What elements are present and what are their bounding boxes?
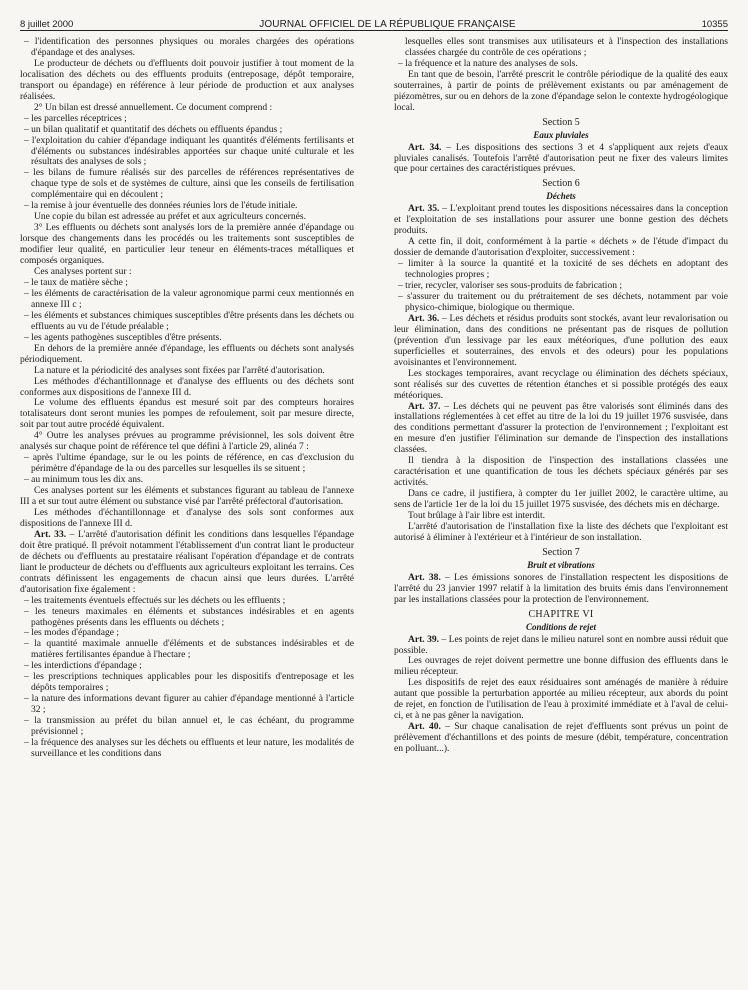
list-item: – les traitements éventuels effectués sur les déchets ou les effluents ; [24, 594, 286, 606]
list-item: – la transmission au préfet du bilan annuel et, le cas échéant, du programme prévisionnel ; [24, 715, 354, 738]
left-column [20, 37, 354, 987]
section-heading: Section 6 [542, 178, 580, 190]
paragraph: En dehors de la première année d'épandage, les effluents ou déchets sont analysés périodiquement. [20, 342, 354, 365]
article-label: Art. 38. [408, 571, 441, 583]
list-item: – les éléments de caractérisation de la valeur agronomique parmi ceux mentionnés en annexe III c ; [24, 287, 354, 310]
paragraph: La nature et la périodicité des analyses sont fixées par l'arrêté d'autorisation. [34, 364, 325, 376]
article-text: – L'arrêté d'autorisation définit les conditions dans lesquelles l'épandage doit être pratiqué. Il prévoit notamment l'établissement d'un contrat liant le producteur de déchets ou d'effluents au prestataire réalisant l'opération d'épandage et de contrats liant le producteur de déchets ou d'effluents aux agriculteurs exploitant les terrains. Ces contrats définissent les engagements de chacun ainsi que leurs durées. L'arrêté d'autorisation fixe également : [20, 528, 354, 595]
list-item: – la quantité maximale annuelle d'éléments et de substances indésirables et de matières fertilisantes épandue à l'hectare ; [24, 638, 354, 661]
paragraph: Le producteur de déchets ou d'effluents doit pouvoir justifier à tout moment de la localisation des déchets ou des effluents produits (entreposage, dépôt temporaire, transport ou épandage) en référence à leur période de production et aux analyses réalisées. [20, 57, 354, 102]
paragraph: Les méthodes d'échantillonnage et d'analyse des sols sont conformes aux dispositions de l'annexe III d. [20, 506, 354, 529]
article-text: – Les émissions sonores de l'installation respectent les dispositions de l'arrêté du 23 janvier 1997 relatif à la limitation des bruits émis dans l'environnement par les installations classées pour la protection de l'environnement. [394, 571, 728, 605]
list-item: – les agents pathogènes susceptibles d'être présents. [24, 331, 222, 343]
right-column [394, 37, 728, 987]
article-37 [394, 402, 728, 457]
list-item-continued: lesquelles elles sont transmises aux utilisateurs et à l'inspection des installations classées chargée du contrôle de ces opérations ; [405, 37, 728, 58]
paragraph: Il tiendra à la disposition de l'inspection des installations classées une caractérisation et une quantification de tous les déchets spéciaux générés par ses activités. [394, 455, 728, 489]
article-33 [20, 530, 354, 596]
list-item: – la fréquence et la nature des analyses de sols. [398, 57, 578, 69]
article-label: Art. 36. [408, 312, 440, 324]
article-label: Art. 39. [408, 633, 440, 645]
article-text: – Les dispositions des sections 3 et 4 s'appliquent aux rejets d'eaux pluviales canalisés. Toutefois l'arrêté d'autorisation peut ne fixer des valeurs limites que pour certaines des caractéristiques prévues. [394, 141, 728, 175]
paragraph: Les dispositifs de rejet des eaux résiduaires sont aménagés de manière à réduire autant que possible la perturbation apportée au milieu récepteur, aux abords du point de rejet, en fonction de l'utilisation de l'eau à proximité immédiate et à l'aval de celui-ci, et à ne pas gêner la navigation. [394, 677, 728, 722]
section-subtitle: Déchets [546, 191, 576, 202]
article-label: Art. 35. [408, 203, 440, 215]
article-39 [394, 635, 728, 657]
list-item: – les bilans de fumure réalisés sur des parcelles de références représentatives de chaque type de sols et de systèmes de culture, ainsi que les conseils de fertilisation complémentaire qui en découlent ; [24, 167, 354, 201]
article-text: – Les points de rejet dans le milieu naturel sont en nombre aussi réduit que possible. [394, 633, 728, 656]
article-40 [394, 722, 728, 755]
list-item: – les prescriptions techniques applicables pour les dispositifs d'entreposage et les dépôts temporaires ; [24, 671, 354, 694]
article-label: Art. 33. [34, 528, 67, 540]
article-text: – Les déchets et résidus produits sont stockés, avant leur revalorisation ou leur élimination, dans des conditions ne présentant pas de risques de pollution (prévention d'un lessivage par les eaux météoriques, d'une pollution des eaux superficielles et souterraines, des envols et des odeurs) pour les populations avoisinantes et l'environnement. [394, 312, 728, 368]
page-number: 10355 [701, 19, 728, 30]
list-item: – limiter à la source la quantité et la toxicité de ses déchets en adoptant des technologies propres ; [398, 258, 728, 281]
list-item: – un bilan qualitatif et quantitatif des déchets ou effluents épandus ; [24, 123, 283, 135]
paragraph: Ces analyses portent sur les éléments et substances figurant au tableau de l'annexe III a et sur tout autre élément ou substance visé par l'arrêté préfectoral d'autorisation. [20, 485, 354, 508]
section-heading: Section 7 [542, 546, 580, 558]
page-header [20, 8, 728, 31]
paragraph: L'arrêté d'autorisation de l'installation fixe la liste des déchets que l'exploitant est autorisé à éliminer à l'extérieur et à l'intérieur de son installation. [394, 520, 728, 543]
list-item: – les parcelles réceptrices ; [24, 112, 127, 124]
paragraph: Une copie du bilan est adressée au préfet et aux agriculteurs concernés. [34, 211, 306, 223]
article-35 [394, 204, 728, 237]
section-subtitle: Bruit et vibrations [527, 559, 595, 570]
article-label: Art. 40. [408, 721, 441, 733]
list-item: – la fréquence des analyses sur les déchets ou effluents et leur nature, les modalités de surveillance et les conditions dans [24, 737, 354, 759]
chapter-heading: CHAPITRE VI [528, 608, 594, 620]
article-text: – L'exploitant prend toutes les dispositions nécessaires dans la conception et l'exploitation de ses installations pour assurer une bonne gestion des déchets produits. [394, 203, 728, 237]
list-item: – les modes d'épandage ; [24, 627, 120, 639]
list-item: – après l'ultime épandage, sur le ou les points de référence, en cas d'exclusion du périmètre d'épandage de la ou des parcelles sur lesquelles ils se situent ; [24, 452, 354, 475]
list-item: – la nature des informations devant figurer au cahier d'épandage mentionné à l'article 32 ; [24, 693, 354, 716]
article-text: – Sur chaque canalisation de rejet d'effluents sont prévus un point de prélèvement d'échantillons et des points de mesure (débit, température, concentration en polluant...). [394, 721, 728, 755]
paragraph: Dans ce cadre, il justifiera, à compter du 1er juillet 2002, le caractère ultime, au sens de l'article 1er de la loi du 15 juillet 1975 susvisée, des déchets mis en décharge. [394, 488, 728, 511]
paragraph: Tout brûlage à l'air libre est interdit. [408, 510, 546, 522]
list-item: – les éléments et substances chimiques susceptibles d'être présents dans les déchets ou effluents au vu de l'étude préalable ; [24, 309, 354, 332]
article-label: Art. 34. [408, 141, 442, 153]
paragraph: A cette fin, il doit, conformément à la partie « déchets » de l'étude d'impact du dossier de demande d'autorisation d'exploiter, successivement : [394, 236, 728, 259]
list-item: – l'exploitation du cahier d'épandage indiquant les quantités d'éléments fertilisants et d'éléments ou substances indésirables apportées sur chaque unité culturale et les résultats des analyses de sols ; [24, 134, 354, 168]
paragraph: Les méthodes d'échantillonnage et d'analyse des effluents ou des déchets sont conformes aux dispositions de l'annexe III d. [20, 375, 354, 398]
list-item: – le taux de matière sèche ; [24, 276, 128, 288]
paragraph: En tant que de besoin, l'arrêté prescrit le contrôle périodique de la qualité des eaux souterraines, à partir de points de prélèvement existants ou par aménagement de piézomètres, sur ou en dehors de la zone d'épandage selon le contexte hydrogéologique local. [394, 68, 728, 113]
paragraph: Les stockages temporaires, avant recyclage ou élimination des déchets spéciaux, sont réalisés sur des cuvettes de rétention étanches et si possible protégés des eaux météoriques. [394, 367, 728, 401]
journal-title: JOURNAL OFFICIEL DE LA RÉPUBLIQUE FRANÇAISE [259, 19, 516, 30]
paragraph: 2° Un bilan est dressé annuellement. Ce document comprend : [34, 101, 273, 113]
paragraph: Ces analyses portent sur : [34, 266, 132, 278]
article-label: Art. 37. [408, 400, 441, 412]
text-columns [20, 37, 728, 987]
article-38 [394, 573, 728, 606]
article-34 [394, 143, 728, 176]
list-item: – la remise à jour éventuelle des données réunies lors de l'étude initiale. [24, 200, 298, 212]
list-item: – les interdictions d'épandage ; [24, 660, 142, 672]
list-item: – s'assurer du traitement ou du prétraitement de ses déchets, notamment par voie physico-chimique, biologique ou thermique. [398, 290, 728, 313]
paragraph: 4° Outre les analyses prévues au programme prévisionnel, les sols doivent être analysés sur chaque point de référence tel que défini à l'article 29, alinéa 7 : [20, 430, 354, 453]
article-text: – Les déchets qui ne peuvent pas être valorisés sont éliminés dans des installations réglementées à cet effet au titre de la loi du 19 juillet 1976 susvisée, dans des conditions permettant d'assurer la protection de l'environnement ; l'exploitant est en mesure d'en justifier l'élimination sur demande de l'inspection des installations classées. [394, 400, 728, 456]
list-item: – trier, recycler, valoriser ses sous-produits de fabrication ; [398, 280, 623, 292]
list-item: – au minimum tous les dix ans. [24, 474, 144, 486]
header-date: 8 juillet 2000 [20, 19, 74, 30]
section-subtitle: Eaux pluviales [533, 129, 589, 140]
article-36 [394, 314, 728, 369]
list-item: – les teneurs maximales en éléments et substances indésirables et en agents pathogènes présents dans les effluents ou déchets ; [24, 605, 354, 628]
paragraph: 3° Les effluents ou déchets sont analysés lors de la première année d'épandage ou lorsque des changements dans les procédés ou les traitements sont susceptibles de modifier leur qualité, en particulier leur teneur en éléments-traces métalliques et composés organiques. [20, 222, 354, 267]
list-item: – l'identification des personnes physiques ou morales chargées des opérations d'épandage et des analyses. [24, 37, 354, 58]
paragraph: Les ouvrages de rejet doivent permettre une bonne diffusion des effluents dans le milieu récepteur. [394, 655, 728, 678]
chapter-subtitle: Conditions de rejet [525, 621, 596, 632]
section-heading: Section 5 [542, 116, 580, 128]
paragraph: Le volume des effluents épandus est mesuré soit par des compteurs horaires totalisateurs dont seront munies les pompes de refoulement, soit par mesure directe, soit par tout autre procédé équivalent. [20, 397, 354, 431]
